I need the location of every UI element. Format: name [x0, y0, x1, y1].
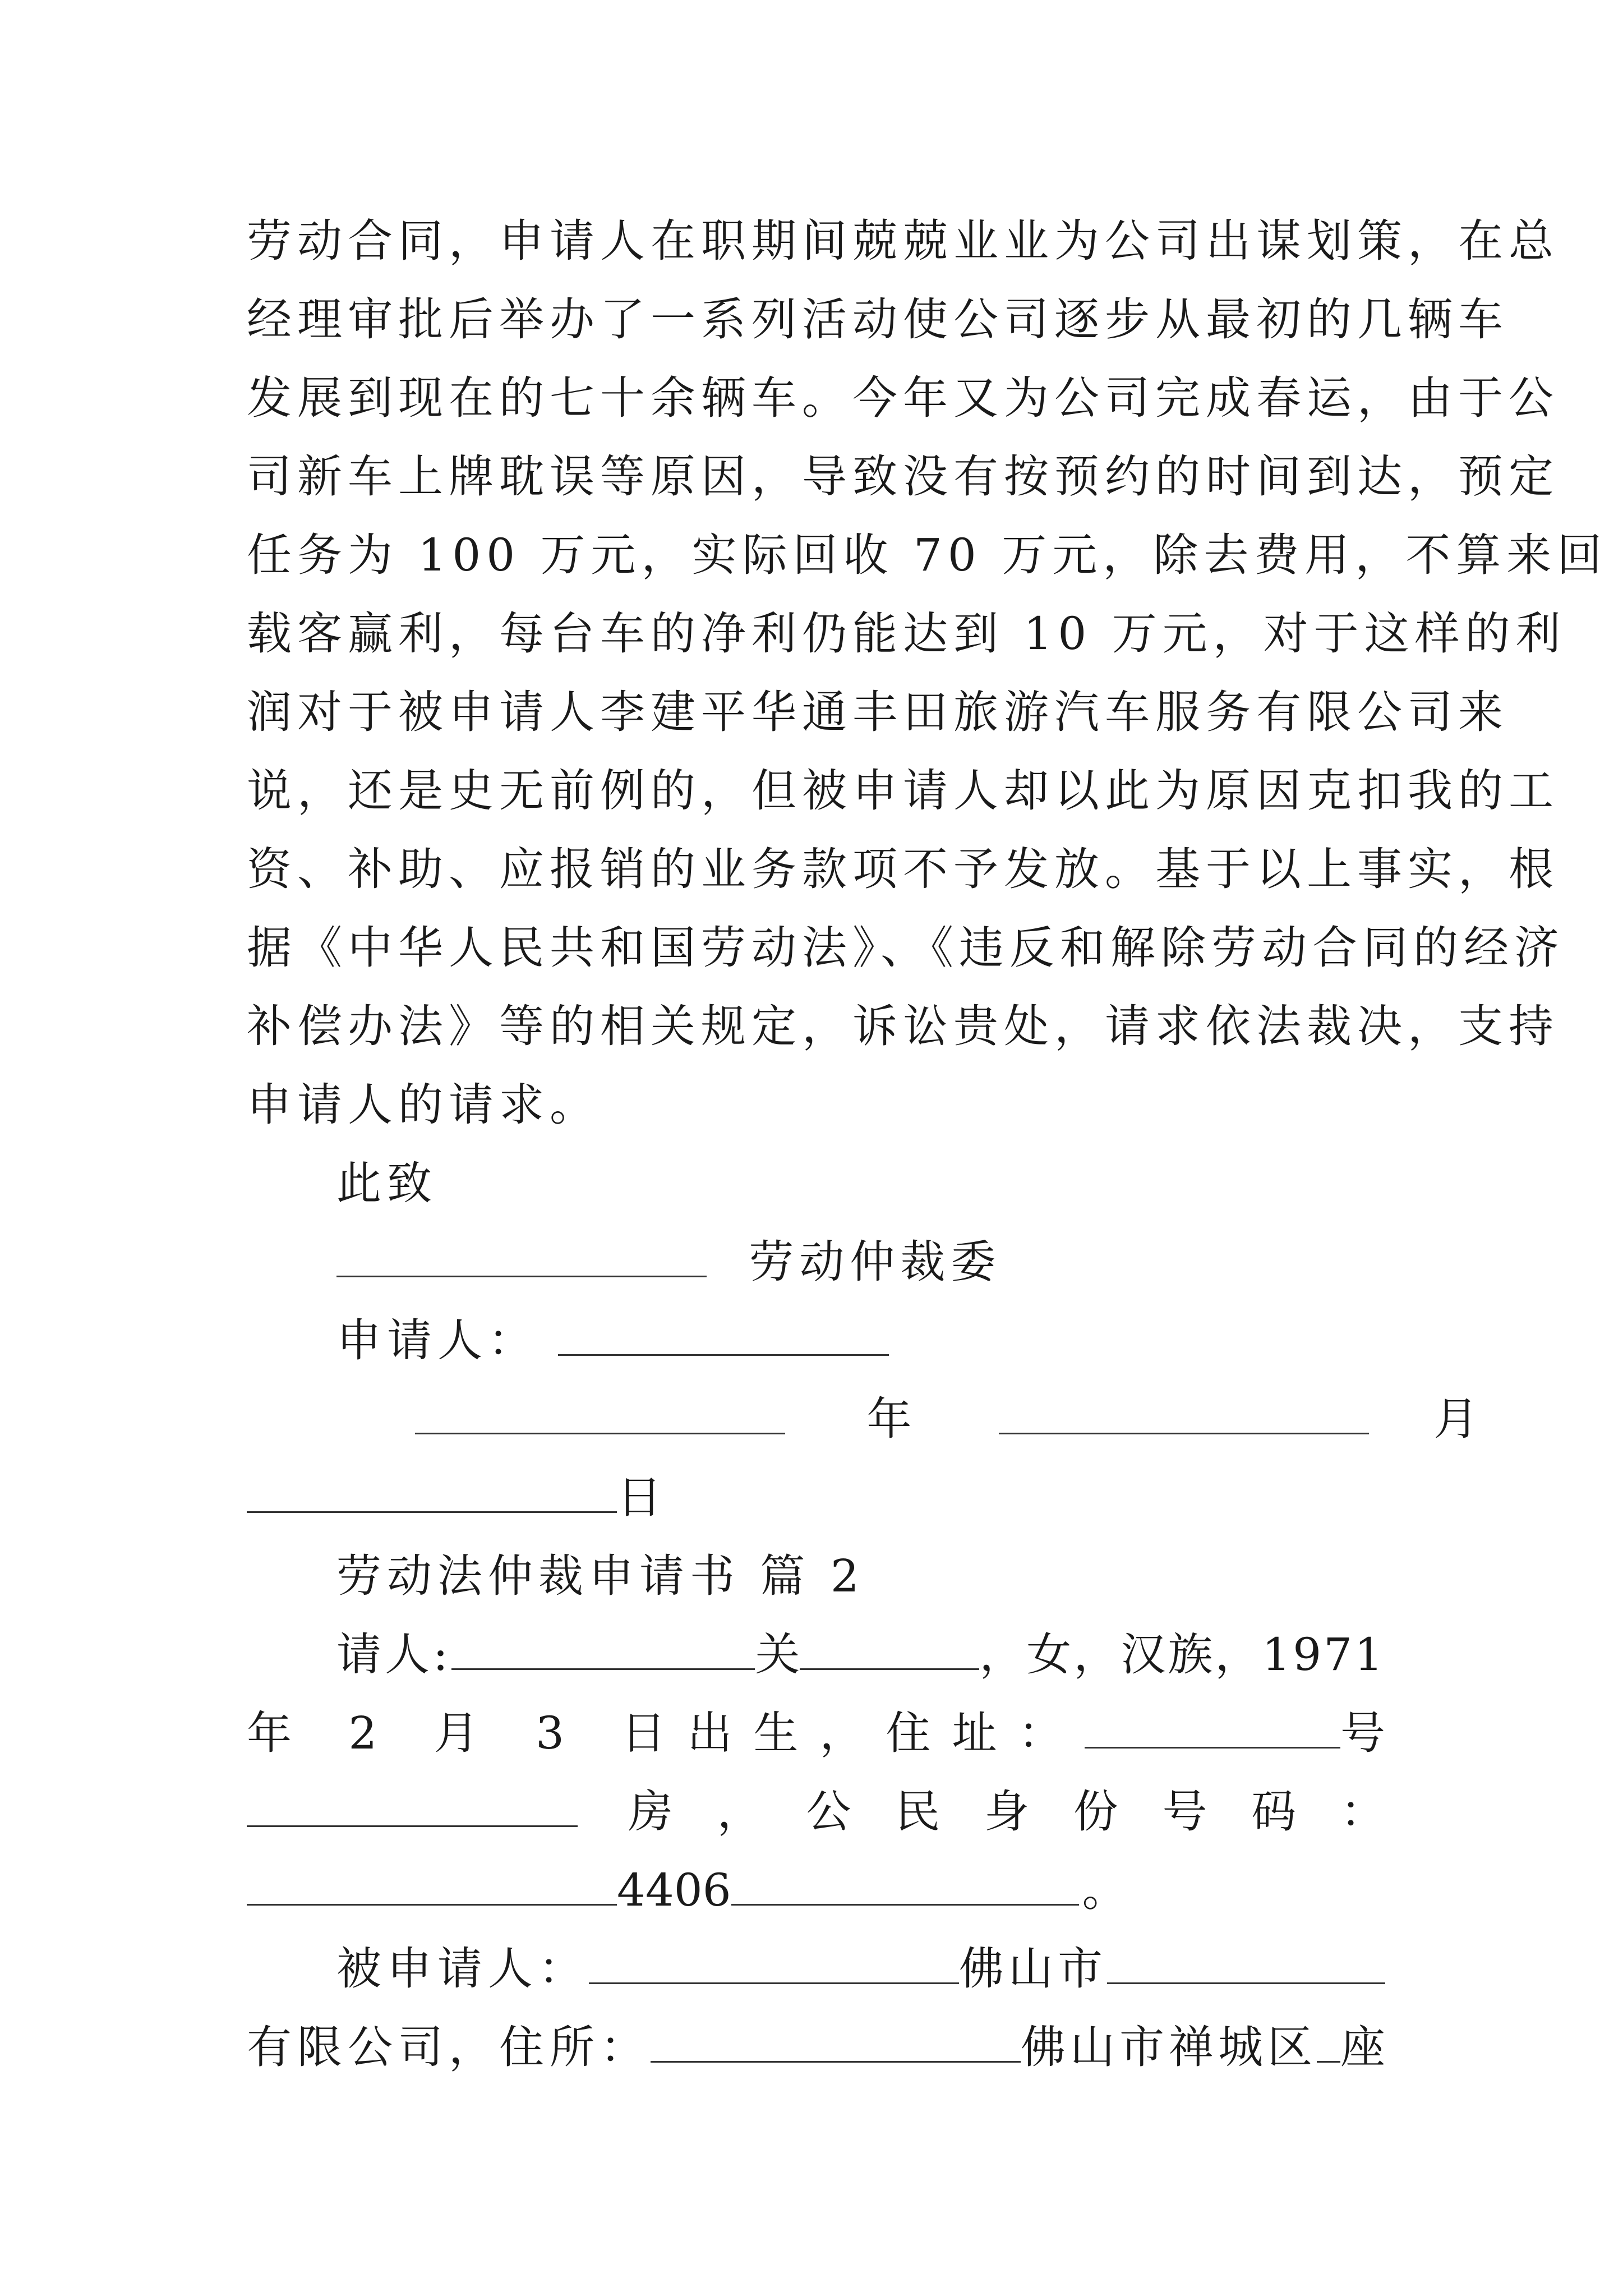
blank-month	[999, 1382, 1369, 1434]
applicant-prefix: 请人:	[336, 1628, 451, 1681]
id-label: 房，公民身份号码：	[628, 1786, 1385, 1838]
applicant-signature-line	[336, 1301, 889, 1380]
respondent-city: 佛山市	[959, 1943, 1107, 1995]
body-line-3: 发展到现在的七十余辆车。今年又为公司完成春运，由于公	[247, 372, 1559, 424]
id-number-line	[247, 1851, 1127, 1930]
applicant-info-line	[336, 1616, 1385, 1694]
blank-day	[247, 1461, 617, 1513]
hao-label: 号	[1340, 1707, 1385, 1759]
respondent-line	[336, 1930, 1385, 2008]
body-line-4: 司新车上牌耽误等原因，导致没有按预约的时间到达，预定	[247, 450, 1559, 503]
body-line-2: 经理审批后举办了一系列活动使公司逐步从最初的几辆车	[247, 293, 1509, 346]
blank-year	[415, 1382, 785, 1434]
blank-respondent-company	[1107, 1932, 1385, 1984]
blank-applicant-given	[800, 1618, 979, 1670]
date-line	[415, 1380, 1484, 1458]
company-label: 有限公司，住所：	[247, 2021, 651, 2073]
body-line-9: 资、补助、应报销的业务款项不予发放。基于以上事实，根	[247, 843, 1559, 895]
committee-label: 劳动仲裁委	[749, 1236, 1002, 1288]
blank-room	[247, 1775, 578, 1827]
blank-committee	[336, 1225, 707, 1277]
blank-building	[1317, 2010, 1340, 2063]
zuo-label: 座	[1340, 2021, 1385, 2073]
blank-respondent	[589, 1932, 959, 1984]
body-line-1: 劳动合同，申请人在职期间兢兢业业为公司出谋划策，在总	[247, 215, 1559, 267]
blank-address	[1085, 1696, 1340, 1749]
blank-applicant-name	[451, 1618, 755, 1670]
salutation: 此致	[336, 1157, 437, 1209]
day-label: 日	[617, 1471, 667, 1524]
company-district: 佛山市禅城区	[1021, 2021, 1317, 2073]
blank-id-1	[247, 1853, 617, 1906]
year-label: 年	[866, 1393, 917, 1445]
body-line-12: 申请人的请求。	[247, 1079, 600, 1131]
id-end: 。	[1082, 1864, 1127, 1916]
applicant-label: 申请人：	[336, 1314, 538, 1366]
body-line-5: 任务为 100 万元，实际回收 70 万元，除去费用，不算来回	[247, 529, 1608, 581]
body-line-8: 说，还是史无前例的，但被申请人却以此为原因克扣我的工	[247, 765, 1559, 817]
committee-line	[336, 1223, 1001, 1301]
birth-text: 年 2 月 3 日出生，住址：	[247, 1707, 1085, 1759]
blank-company-address	[651, 2010, 1021, 2063]
room-id-line	[247, 1773, 1385, 1851]
month-label: 月	[1433, 1393, 1484, 1445]
company-address-line	[247, 2008, 1385, 2087]
body-line-10: 据《中华人民共和国劳动法》、《违反和解除劳动合同的经济	[247, 922, 1565, 974]
section2-heading: 劳动法仲裁申请书 篇 2	[336, 1550, 865, 1602]
day-line	[247, 1458, 667, 1537]
respondent-label: 被申请人：	[336, 1943, 589, 1995]
blank-id-2	[731, 1853, 1079, 1906]
body-line-11: 补偿办法》等的相关规定，诉讼贵处，请求依法裁决，支持	[247, 1000, 1559, 1052]
body-line-7: 润对于被申请人李建平华通丰田旅游汽车服务有限公司来	[247, 686, 1509, 738]
body-line-6: 载客赢利，每台车的净利仍能达到 10 万元，对于这样的利	[247, 608, 1566, 660]
id-prefix: 4406	[617, 1864, 731, 1916]
birth-address-line	[247, 1694, 1385, 1773]
applicant-surname: 关	[755, 1628, 800, 1681]
blank-applicant	[558, 1304, 889, 1356]
applicant-details: ，女，汉族，1971	[979, 1628, 1385, 1681]
